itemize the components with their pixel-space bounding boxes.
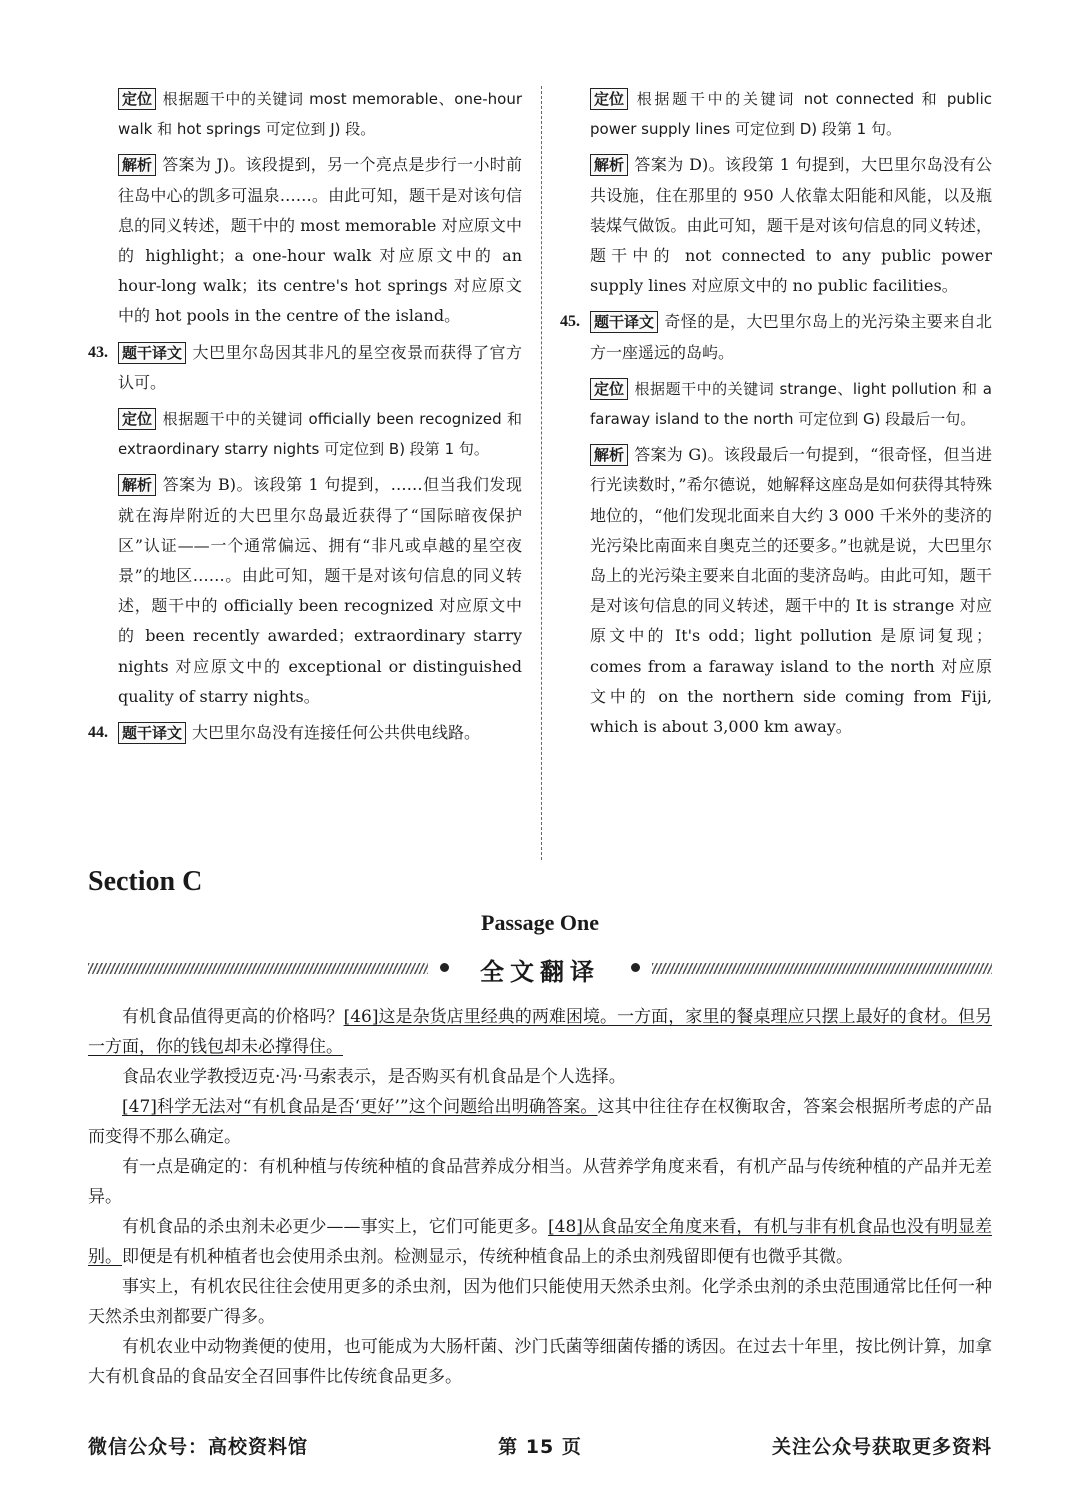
text-span: 这其中往往存在权衡取舍，答案会根据所考虑的产品而变得不那么确定。 bbox=[88, 1097, 992, 1147]
translation-paragraph bbox=[88, 1092, 992, 1152]
text-span: 有机农业中动物粪便的使用，也可能成为大肠杆菌、沙门氏菌等细菌传播的诱因。在过去十年里，按比例计算，加拿大有机食品的食品安全召回事件比传统食品更多。 bbox=[88, 1337, 992, 1387]
analysis-tag: 解析 bbox=[590, 154, 628, 176]
translation-paragraph bbox=[88, 1212, 992, 1272]
q43-locate bbox=[88, 404, 522, 464]
footer-wechat-account: 微信公众号：高校资料馆 bbox=[88, 1436, 309, 1458]
text-span: 食品农业学教授迈克·冯·马索表示，是否购买有机食品是个人选择。 bbox=[122, 1067, 626, 1087]
text-span: 有一点是确定的：有机种植与传统种植的食品营养成分相当。从营养学角度来看，有机产品与传统种植的产品并无差异。 bbox=[88, 1157, 992, 1207]
q43-locate-text: 根据题干中的关键词 officially been recognized 和 extraordinary starry nights 可定位到 B) 段第 1 句。 bbox=[118, 410, 522, 459]
translation-paragraph bbox=[88, 1332, 992, 1392]
underlined-answer-48: [48]从食品安全角度来看，有机与非有机食品也没有明显差别。 bbox=[88, 1217, 992, 1267]
q45-analysis bbox=[560, 440, 992, 742]
footer-follow-note: 关注公众号获取更多资料 bbox=[771, 1436, 992, 1458]
q42-locate-text: 根据题干中的关键词 most memorable、one-hour walk 和 hot springs 可定位到 J) 段。 bbox=[118, 90, 522, 139]
translation-paragraph bbox=[88, 1272, 992, 1332]
locate-tag: 定位 bbox=[118, 408, 156, 430]
locate-tag: 定位 bbox=[590, 88, 628, 110]
section-title: Section C bbox=[88, 866, 203, 897]
question-number: 45. bbox=[560, 313, 580, 331]
q44-analysis-text: 答案为 D)。该段第 1 句提到，大巴里尔岛没有公共设施，住在那里的 950 人依靠太阳能和风能，以及瓶装煤气做饭。由此可知，题干是对该句信息的同义转述，题干中的 not connected to any public power supply lines 对应原文中的 no public facilities。 bbox=[590, 155, 992, 296]
left-column bbox=[88, 84, 522, 754]
column-divider bbox=[541, 86, 542, 860]
hatch-decoration-right bbox=[652, 963, 992, 974]
translation-paragraph bbox=[88, 1062, 992, 1092]
translation-tag: 题干译文 bbox=[118, 722, 186, 744]
translation-banner bbox=[88, 950, 992, 988]
q42-analysis-text: 答案为 J)。该段提到，另一个亮点是步行一小时前往岛中心的凯多可温泉……。由此可知，题干是对该句信息的同义转述，题干中的 most memorable 对应原文中的 highlight；a one-hour walk 对应原文中的 an hour-long walk；its centre's hot springs 对应原文中的 hot pools in the centre of the island。 bbox=[118, 155, 522, 326]
q42-analysis bbox=[88, 150, 522, 331]
q45-locate bbox=[560, 374, 992, 434]
q44-locate bbox=[560, 84, 992, 144]
bullet-dot-icon bbox=[631, 963, 640, 972]
translation-paragraph bbox=[88, 1152, 992, 1212]
q45-translation bbox=[560, 307, 992, 367]
page-footer bbox=[88, 1432, 992, 1462]
passage-title: Passage One bbox=[481, 910, 599, 935]
page-number: 第 15 页 bbox=[498, 1436, 582, 1458]
q43-translation bbox=[88, 338, 522, 398]
q44-translation-text: 大巴里尔岛没有连接任何公共供电线路。 bbox=[192, 723, 481, 743]
underlined-answer-47: [47]科学无法对“有机食品是否‘更好’”这个问题给出明确答案。 bbox=[122, 1097, 598, 1117]
q43-analysis bbox=[88, 470, 522, 712]
translation-tag: 题干译文 bbox=[590, 311, 658, 333]
q43-translation-text: 大巴里尔岛因其非凡的星空夜景而获得了官方认可。 bbox=[118, 342, 522, 392]
text-span: 事实上，有机农民往往会使用更多的杀虫剂，因为他们只能使用天然杀虫剂。化学杀虫剂的杀虫范围通常比任何一种天然杀虫剂都要广得多。 bbox=[88, 1277, 992, 1327]
full-translation bbox=[88, 1002, 992, 1392]
locate-tag: 定位 bbox=[118, 88, 156, 110]
q44-analysis bbox=[560, 150, 992, 301]
analysis-tag: 解析 bbox=[118, 154, 156, 176]
q43-analysis-text: 答案为 B)。该段第 1 句提到，……但当我们发现就在海岸附近的大巴里尔岛最近获得了“国际暗夜保护区”认证——一个通常偏远、拥有“非凡或卓越的星空夜景”的地区……。由此可知，题干是对该句信息的同义转述，题干中的 officially been recognized 对应原文中的 been recently awarded；extraordinary starry nights 对应原文中的 exceptional or distinguished quality of starry nights。 bbox=[118, 475, 522, 706]
text-span: 即便是有机种植者也会使用杀虫剂。检测显示，传统种植食品上的杀虫剂残留即便有也微乎其微。 bbox=[122, 1247, 853, 1267]
locate-tag: 定位 bbox=[590, 378, 628, 400]
right-column bbox=[560, 84, 992, 748]
text-span: 有机食品值得更高的价格吗？ bbox=[122, 1007, 344, 1027]
q45-analysis-text: 答案为 G)。该段最后一句提到，“很奇怪，但当进行光读数时，”希尔德说，她解释这座岛是如何获得其特殊地位的，“他们发现北面来自大约 3 000 千米外的斐济的光污染比南面来自奥克兰的还要多。”也就是说，大巴里尔岛上的光污染主要来自北面的斐济岛屿。由此可知，题干是对该句信息的同义转述，题干中的 It is strange 对应原文中的 It's odd；light pollution 是原词复现；comes from a faraway island to the north 对应原文中的 on the northern side coming from Fiji, which is about 3,000 km away。 bbox=[590, 445, 992, 737]
analysis-tag: 解析 bbox=[590, 444, 628, 466]
question-number: 43. bbox=[88, 343, 108, 361]
q42-locate bbox=[88, 84, 522, 144]
text-span: 有机食品的杀虫剂未必更少——事实上，它们可能更多。 bbox=[122, 1217, 549, 1237]
translation-paragraph bbox=[88, 1002, 992, 1062]
banner-title: 全文翻译 bbox=[480, 958, 600, 986]
q45-translation-text: 奇怪的是，大巴里尔岛上的光污染主要来自北方一座遥远的岛屿。 bbox=[590, 312, 992, 362]
analysis-tag: 解析 bbox=[118, 474, 156, 496]
underlined-answer-46: [46]这是杂货店里经典的两难困境。一方面，家里的餐桌理应只摆上最好的食材。但另一方面，你的钱包却未必撑得住。 bbox=[88, 1007, 992, 1057]
q44-translation bbox=[88, 718, 522, 748]
q44-locate-text: 根据题干中的关键词 not connected 和 public power supply lines 可定位到 D) 段第 1 句。 bbox=[590, 90, 992, 139]
translation-tag: 题干译文 bbox=[118, 342, 186, 364]
q45-locate-text: 根据题干中的关键词 strange、light pollution 和 a faraway island to the north 可定位到 G) 段最后一句。 bbox=[590, 379, 992, 429]
question-number: 44. bbox=[88, 724, 108, 742]
